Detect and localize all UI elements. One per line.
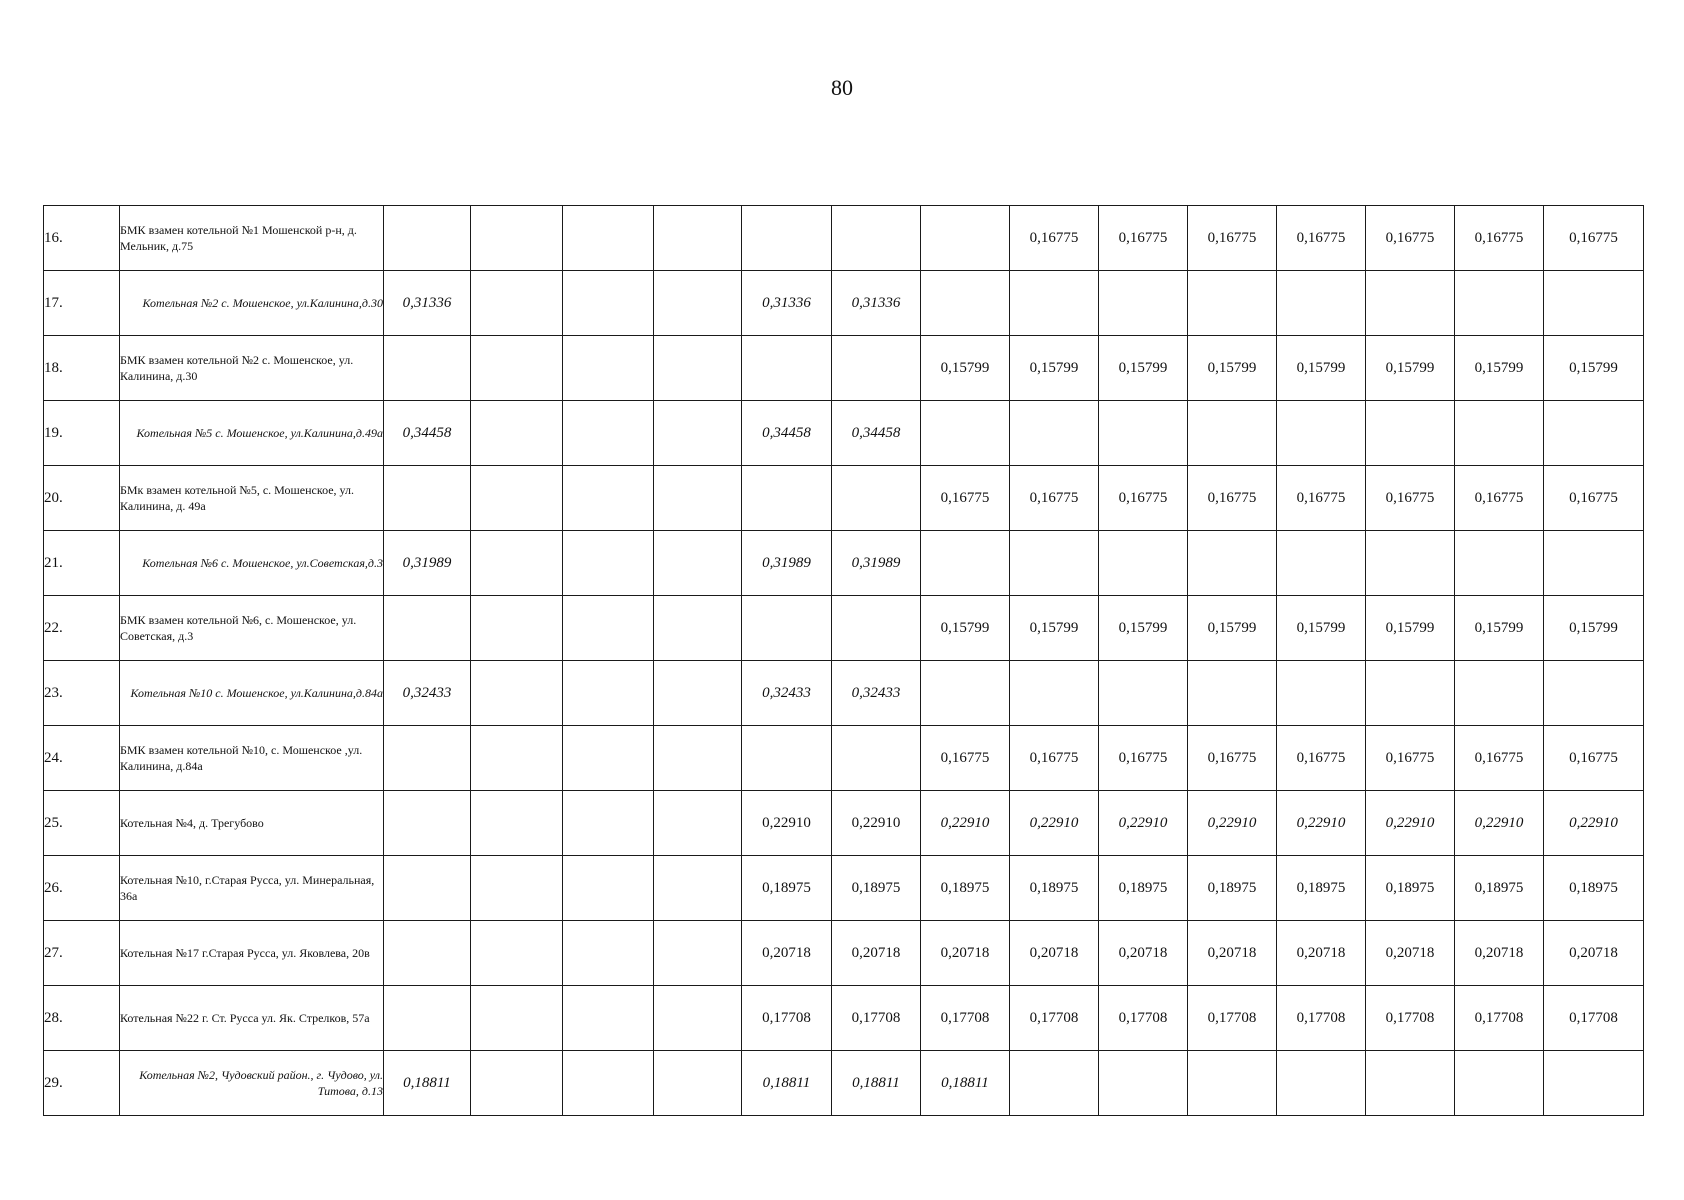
value-cell [1544, 531, 1644, 596]
value-cell: 0,32433 [832, 661, 921, 726]
value-cell [1366, 401, 1455, 466]
table-row [44, 271, 1644, 336]
value-cell [563, 921, 654, 986]
value-cell: 0,16775 [1366, 726, 1455, 791]
value-cell [1544, 1051, 1644, 1116]
table-row [44, 921, 1644, 986]
value-cell [654, 1051, 742, 1116]
value-cell [654, 791, 742, 856]
value-cell [654, 986, 742, 1051]
value-cell [1099, 531, 1188, 596]
value-cell [563, 336, 654, 401]
table-row [44, 206, 1644, 271]
value-cell [563, 986, 654, 1051]
value-cell: 0,16775 [1188, 206, 1277, 271]
table-row [44, 661, 1644, 726]
table-row [44, 466, 1644, 531]
value-cell [654, 401, 742, 466]
value-cell [384, 596, 471, 661]
value-cell [563, 661, 654, 726]
row-number: 17. [44, 271, 120, 336]
value-cell: 0,16775 [1366, 206, 1455, 271]
value-cell [1544, 401, 1644, 466]
value-cell [832, 206, 921, 271]
value-cell: 0,32433 [384, 661, 471, 726]
value-cell: 0,15799 [1010, 336, 1099, 401]
value-cell: 0,34458 [742, 401, 832, 466]
row-number: 20. [44, 466, 120, 531]
value-cell: 0,20718 [1544, 921, 1644, 986]
value-cell [563, 1051, 654, 1116]
value-cell: 0,34458 [384, 401, 471, 466]
value-cell: 0,22910 [1366, 791, 1455, 856]
value-cell: 0,15799 [1010, 596, 1099, 661]
data-table [43, 205, 1644, 1116]
boiler-name: Котельная №2 с. Мошенское, ул.Калинина,д.30 [120, 271, 384, 336]
value-cell: 0,15799 [921, 596, 1010, 661]
value-cell: 0,16775 [1277, 726, 1366, 791]
value-cell [1455, 271, 1544, 336]
value-cell [1277, 661, 1366, 726]
value-cell [1099, 401, 1188, 466]
value-cell [832, 336, 921, 401]
value-cell: 0,22910 [921, 791, 1010, 856]
value-cell: 0,15799 [1455, 596, 1544, 661]
value-cell: 0,20718 [1188, 921, 1277, 986]
row-number: 21. [44, 531, 120, 596]
value-cell [1455, 531, 1544, 596]
value-cell: 0,18975 [1277, 856, 1366, 921]
value-cell [654, 531, 742, 596]
value-cell: 0,15799 [1366, 596, 1455, 661]
value-cell [384, 921, 471, 986]
value-cell: 0,17708 [921, 986, 1010, 1051]
boiler-name: БМк взамен котельной №5, с. Мошенское, ул. Калинина, д. 49а [120, 466, 384, 531]
value-cell: 0,17708 [1188, 986, 1277, 1051]
value-cell: 0,34458 [832, 401, 921, 466]
value-cell: 0,22910 [1010, 791, 1099, 856]
value-cell [471, 401, 563, 466]
value-cell [1010, 531, 1099, 596]
value-cell [654, 466, 742, 531]
value-cell: 0,22910 [742, 791, 832, 856]
value-cell: 0,16775 [1010, 726, 1099, 791]
value-cell: 0,16775 [1010, 466, 1099, 531]
row-number: 24. [44, 726, 120, 791]
value-cell [742, 206, 832, 271]
boiler-name: Котельная №17 г.Старая Русса, ул. Яковлева, 20в [120, 921, 384, 986]
value-cell [832, 466, 921, 531]
value-cell: 0,20718 [1010, 921, 1099, 986]
value-cell [471, 1051, 563, 1116]
value-cell: 0,16775 [1277, 466, 1366, 531]
value-cell [742, 466, 832, 531]
value-cell [471, 921, 563, 986]
value-cell [1099, 271, 1188, 336]
value-cell: 0,16775 [921, 466, 1010, 531]
value-cell [1366, 1051, 1455, 1116]
value-cell [1099, 661, 1188, 726]
row-number: 16. [44, 206, 120, 271]
value-cell [471, 596, 563, 661]
value-cell [384, 791, 471, 856]
value-cell: 0,16775 [1188, 466, 1277, 531]
value-cell: 0,15799 [921, 336, 1010, 401]
value-cell [832, 596, 921, 661]
row-number: 22. [44, 596, 120, 661]
boiler-name: Котельная №4, д. Трегубово [120, 791, 384, 856]
value-cell: 0,18811 [742, 1051, 832, 1116]
value-cell: 0,31989 [832, 531, 921, 596]
value-cell: 0,16775 [1277, 206, 1366, 271]
value-cell: 0,17708 [1277, 986, 1366, 1051]
value-cell: 0,32433 [742, 661, 832, 726]
boiler-name: Котельная №5 с. Мошенское, ул.Калинина,д.49а [120, 401, 384, 466]
value-cell [1455, 661, 1544, 726]
value-cell: 0,16775 [1366, 466, 1455, 531]
value-cell [921, 531, 1010, 596]
value-cell: 0,16775 [921, 726, 1010, 791]
value-cell [384, 856, 471, 921]
value-cell [654, 661, 742, 726]
value-cell [1544, 661, 1644, 726]
value-cell: 0,16775 [1188, 726, 1277, 791]
value-cell: 0,31989 [384, 531, 471, 596]
table-row [44, 336, 1644, 401]
boiler-name: Котельная №2, Чудовский район., г. Чудово, ул. Титова, д.13 [120, 1051, 384, 1116]
value-cell: 0,15799 [1455, 336, 1544, 401]
value-cell [563, 466, 654, 531]
value-cell: 0,20718 [921, 921, 1010, 986]
value-cell [742, 336, 832, 401]
value-cell: 0,31336 [832, 271, 921, 336]
row-number: 23. [44, 661, 120, 726]
value-cell: 0,17708 [1544, 986, 1644, 1051]
value-cell [1010, 401, 1099, 466]
row-number: 28. [44, 986, 120, 1051]
boiler-name: БМК взамен котельной №1 Мошенской р-н, д. Мельник, д.75 [120, 206, 384, 271]
value-cell: 0,16775 [1455, 206, 1544, 271]
value-cell [921, 661, 1010, 726]
value-cell [563, 531, 654, 596]
value-cell: 0,20718 [1277, 921, 1366, 986]
value-cell [471, 271, 563, 336]
value-cell: 0,15799 [1277, 596, 1366, 661]
value-cell [563, 401, 654, 466]
value-cell: 0,16775 [1455, 466, 1544, 531]
value-cell: 0,20718 [1099, 921, 1188, 986]
value-cell [654, 726, 742, 791]
value-cell [742, 726, 832, 791]
value-cell [384, 726, 471, 791]
value-cell [1277, 401, 1366, 466]
value-cell [1366, 531, 1455, 596]
value-cell [471, 336, 563, 401]
value-cell [1455, 1051, 1544, 1116]
value-cell: 0,16775 [1099, 726, 1188, 791]
value-cell [654, 921, 742, 986]
row-number: 19. [44, 401, 120, 466]
value-cell [384, 986, 471, 1051]
value-cell: 0,20718 [832, 921, 921, 986]
value-cell [921, 206, 1010, 271]
value-cell [384, 206, 471, 271]
boiler-name: БМК взамен котельной №2 с. Мошенское, ул. Калинина, д.30 [120, 336, 384, 401]
table-row [44, 401, 1644, 466]
value-cell [471, 986, 563, 1051]
value-cell: 0,16775 [1099, 206, 1188, 271]
value-cell [1544, 271, 1644, 336]
row-number: 26. [44, 856, 120, 921]
value-cell: 0,22910 [1099, 791, 1188, 856]
value-cell: 0,17708 [1455, 986, 1544, 1051]
table-row [44, 596, 1644, 661]
value-cell: 0,18811 [832, 1051, 921, 1116]
value-cell [1099, 1051, 1188, 1116]
value-cell: 0,17708 [1010, 986, 1099, 1051]
value-cell [1010, 271, 1099, 336]
boiler-name: Котельная №10 с. Мошенское, ул.Калинина,д.84а [120, 661, 384, 726]
value-cell: 0,15799 [1544, 336, 1644, 401]
value-cell: 0,18811 [921, 1051, 1010, 1116]
value-cell [563, 791, 654, 856]
value-cell [832, 726, 921, 791]
value-cell [1366, 271, 1455, 336]
value-cell: 0,16775 [1544, 466, 1644, 531]
value-cell [1188, 661, 1277, 726]
value-cell: 0,18811 [384, 1051, 471, 1116]
value-cell: 0,22910 [1188, 791, 1277, 856]
value-cell [1010, 661, 1099, 726]
value-cell [1188, 531, 1277, 596]
value-cell [1188, 271, 1277, 336]
boiler-name: Котельная №10, г.Старая Русса, ул. Минеральная, 36а [120, 856, 384, 921]
value-cell [654, 271, 742, 336]
value-cell: 0,17708 [742, 986, 832, 1051]
value-cell [563, 856, 654, 921]
value-cell [1277, 1051, 1366, 1116]
value-cell [563, 596, 654, 661]
value-cell: 0,16775 [1544, 726, 1644, 791]
value-cell [384, 466, 471, 531]
value-cell [471, 206, 563, 271]
value-cell: 0,16775 [1544, 206, 1644, 271]
value-cell [1277, 271, 1366, 336]
value-cell [654, 206, 742, 271]
table-row [44, 856, 1644, 921]
table-row [44, 1051, 1644, 1116]
value-cell [1010, 1051, 1099, 1116]
table-row [44, 986, 1644, 1051]
value-cell: 0,20718 [1366, 921, 1455, 986]
row-number: 29. [44, 1051, 120, 1116]
table-row [44, 791, 1644, 856]
value-cell: 0,15799 [1366, 336, 1455, 401]
value-cell [471, 856, 563, 921]
value-cell [471, 531, 563, 596]
value-cell [471, 661, 563, 726]
value-cell [563, 726, 654, 791]
value-cell [471, 466, 563, 531]
value-cell [1188, 401, 1277, 466]
value-cell [654, 596, 742, 661]
value-cell: 0,20718 [742, 921, 832, 986]
value-cell [563, 206, 654, 271]
page-number: 80 [831, 75, 853, 100]
value-cell: 0,31336 [384, 271, 471, 336]
value-cell: 0,15799 [1188, 336, 1277, 401]
value-cell: 0,31336 [742, 271, 832, 336]
boiler-name: БМК взамен котельной №6, с. Мошенское, ул. Советская, д.3 [120, 596, 384, 661]
row-number: 25. [44, 791, 120, 856]
value-cell: 0,18975 [832, 856, 921, 921]
value-cell [563, 271, 654, 336]
value-cell: 0,18975 [1544, 856, 1644, 921]
value-cell: 0,15799 [1544, 596, 1644, 661]
value-cell [1277, 531, 1366, 596]
value-cell: 0,22910 [1277, 791, 1366, 856]
value-cell [921, 271, 1010, 336]
value-cell: 0,31989 [742, 531, 832, 596]
boiler-name: БМК взамен котельной №10, с. Мошенское ,ул. Калинина, д.84а [120, 726, 384, 791]
value-cell: 0,18975 [742, 856, 832, 921]
table-row [44, 726, 1644, 791]
value-cell: 0,18975 [1366, 856, 1455, 921]
value-cell: 0,17708 [832, 986, 921, 1051]
value-cell: 0,15799 [1188, 596, 1277, 661]
value-cell [654, 856, 742, 921]
value-cell: 0,22910 [1455, 791, 1544, 856]
value-cell: 0,22910 [832, 791, 921, 856]
value-cell: 0,15799 [1099, 596, 1188, 661]
value-cell [1188, 1051, 1277, 1116]
value-cell: 0,15799 [1099, 336, 1188, 401]
value-cell: 0,22910 [1544, 791, 1644, 856]
value-cell: 0,18975 [1455, 856, 1544, 921]
boiler-name: Котельная №6 с. Мошенское, ул.Советская,д.3 [120, 531, 384, 596]
value-cell [1366, 661, 1455, 726]
value-cell: 0,17708 [1366, 986, 1455, 1051]
boiler-name: Котельная №22 г. Ст. Русса ул. Як. Стрелков, 57а [120, 986, 384, 1051]
value-cell [384, 336, 471, 401]
value-cell: 0,18975 [1188, 856, 1277, 921]
value-cell [654, 336, 742, 401]
value-cell [471, 791, 563, 856]
value-cell: 0,18975 [1010, 856, 1099, 921]
value-cell: 0,15799 [1277, 336, 1366, 401]
value-cell [1455, 401, 1544, 466]
value-cell: 0,18975 [1099, 856, 1188, 921]
value-cell: 0,16775 [1010, 206, 1099, 271]
value-cell: 0,20718 [1455, 921, 1544, 986]
value-cell [921, 401, 1010, 466]
row-number: 27. [44, 921, 120, 986]
table-row [44, 531, 1644, 596]
row-number: 18. [44, 336, 120, 401]
value-cell [471, 726, 563, 791]
value-cell: 0,18975 [921, 856, 1010, 921]
value-cell [742, 596, 832, 661]
value-cell: 0,16775 [1455, 726, 1544, 791]
value-cell: 0,16775 [1099, 466, 1188, 531]
value-cell: 0,17708 [1099, 986, 1188, 1051]
table-body [44, 206, 1644, 1116]
